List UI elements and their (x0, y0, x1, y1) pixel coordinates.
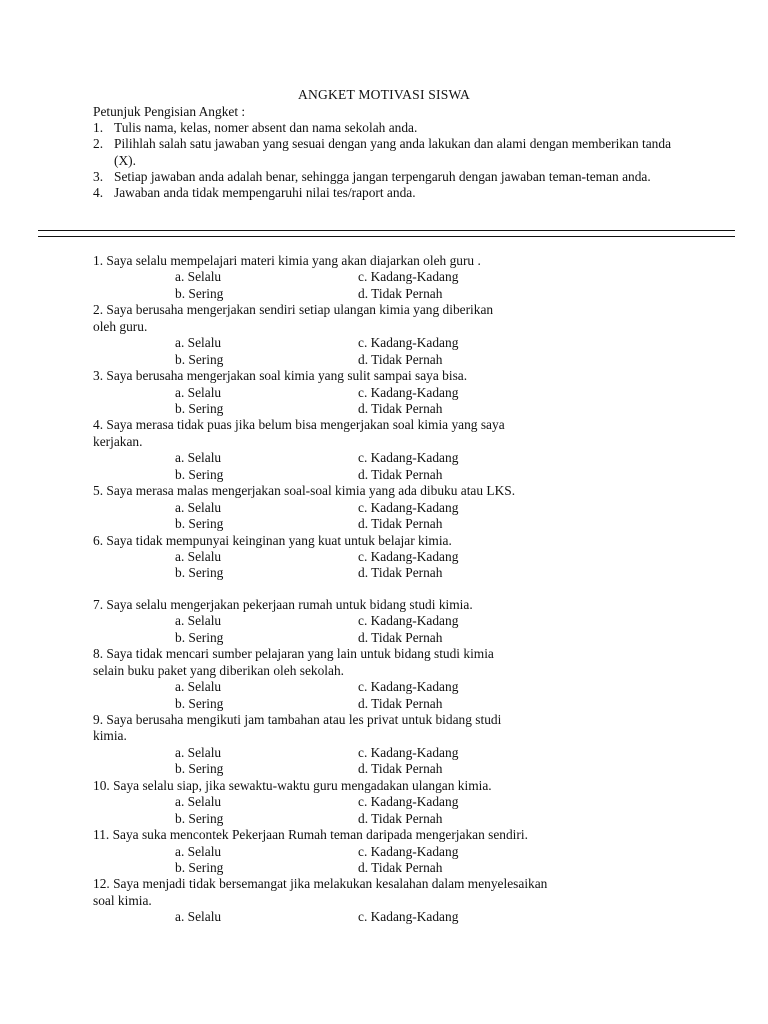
option-d: d. Tidak Pernah (358, 401, 443, 416)
option-b: b. Sering (175, 761, 224, 777)
option-a: a. Selalu (175, 843, 222, 859)
instruction-item (93, 185, 693, 201)
option-a: a. Selalu (175, 794, 222, 810)
option-row (93, 516, 713, 532)
option-c: c. Kadang-Kadang (358, 269, 459, 285)
question-text: 12. Saya menjadi tidak bersemangat jika melakukan kesalahan dalam menyelesaikan soal kimia. (93, 876, 548, 908)
option-row (93, 335, 713, 351)
option-row (93, 909, 713, 925)
question-item (93, 483, 713, 532)
option-a: a. Selalu (175, 679, 222, 695)
instruction-item (93, 120, 693, 136)
option-a: a. Selalu (175, 450, 222, 466)
option-a: a. Selalu (175, 909, 222, 925)
question-text: 6. Saya tidak mempunyai keinginan yang kuat untuk belajar kimia. (93, 532, 452, 548)
option-c: c. Kadang-Kadang (358, 613, 459, 629)
option-row (93, 286, 713, 302)
option-a: a. Selalu (175, 269, 222, 285)
question-item (93, 533, 713, 582)
option-b: b. Sering (175, 466, 224, 482)
option-c: c. Kadang-Kadang (358, 384, 459, 400)
option-d: d. Tidak Pernah (358, 629, 443, 645)
option-d: d. Tidak Pernah (358, 695, 443, 711)
question-item (93, 712, 713, 778)
option-b: b. Sering (175, 810, 224, 826)
instruction-text: Setiap jawaban anda adalah benar, sehingga jangan terpengaruh dengan jawaban teman-teman anda. (114, 168, 651, 184)
question-item (93, 253, 713, 302)
instructions-block (93, 104, 693, 201)
instructions-heading: Petunjuk Pengisian Angket : (93, 104, 246, 119)
question-item (93, 417, 713, 483)
instruction-item (93, 169, 693, 185)
instruction-number: 2. (93, 136, 104, 152)
question-text: 8. Saya tidak mencari sumber pelajaran yang lain untuk bidang studi kimia selain buku paket yang diberikan oleh sekolah. (93, 646, 494, 678)
option-row (93, 450, 713, 466)
option-b: b. Sering (175, 516, 224, 532)
question-item (93, 368, 713, 417)
option-row (93, 385, 713, 401)
option-a: a. Selalu (175, 613, 222, 629)
option-c: c. Kadang-Kadang (358, 450, 459, 466)
option-b: b. Sering (175, 401, 224, 416)
instruction-text: Jawaban anda tidak mempengaruhi nilai tes/raport anda. (114, 185, 416, 201)
option-a: a. Selalu (175, 499, 222, 515)
option-c: c. Kadang-Kadang (358, 909, 459, 925)
option-d: d. Tidak Pernah (358, 285, 443, 301)
question-text: 4. Saya merasa tidak puas jika belum bisa mengerjakan soal kimia yang saya kerjakan. (93, 417, 505, 449)
section-gap (93, 582, 713, 597)
option-a: a. Selalu (175, 335, 222, 351)
option-row (93, 467, 713, 483)
question-text: 10. Saya selalu siap, jika sewaktu-waktu guru mengadakan ulangan kimia. (93, 777, 492, 793)
option-row (93, 696, 713, 712)
option-d: d. Tidak Pernah (358, 516, 443, 532)
question-list (93, 253, 713, 926)
option-c: c. Kadang-Kadang (358, 679, 459, 695)
question-item (93, 302, 713, 368)
divider-top (38, 230, 735, 231)
page-title: ANGKET MOTIVASI SISWA (297, 87, 471, 102)
instruction-number: 4. (93, 185, 104, 201)
option-d: d. Tidak Pernah (358, 565, 443, 581)
question-text: 2. Saya berusaha mengerjakan sendiri setiap ulangan kimia yang diberikan oleh guru. (93, 302, 494, 334)
question-item (93, 827, 713, 876)
option-row (93, 761, 713, 777)
question-item (93, 876, 713, 925)
option-c: c. Kadang-Kadang (358, 744, 459, 760)
option-row (93, 679, 713, 695)
option-d: d. Tidak Pernah (358, 761, 443, 777)
option-a: a. Selalu (175, 384, 222, 400)
option-row (93, 401, 713, 417)
instruction-item (93, 136, 693, 168)
option-row (93, 565, 713, 581)
option-c: c. Kadang-Kadang (358, 843, 459, 859)
option-row (93, 500, 713, 516)
instruction-text: Tulis nama, kelas, nomer absent dan nama sekolah anda. (114, 120, 418, 136)
option-row (93, 745, 713, 761)
question-item (93, 778, 713, 827)
option-b: b. Sering (175, 695, 224, 711)
option-c: c. Kadang-Kadang (358, 794, 459, 810)
option-row (93, 269, 713, 285)
option-b: b. Sering (175, 859, 224, 875)
option-b: b. Sering (175, 285, 224, 301)
question-text: 11. Saya suka mencontek Pekerjaan Rumah teman daripada mengerjakan sendiri. (93, 827, 528, 843)
instruction-number: 3. (93, 168, 104, 184)
option-d: d. Tidak Pernah (358, 859, 443, 875)
option-row (93, 860, 713, 876)
option-c: c. Kadang-Kadang (358, 499, 459, 515)
option-row (93, 630, 713, 646)
question-item (93, 597, 713, 646)
option-row (93, 549, 713, 565)
divider-bottom (38, 236, 735, 237)
option-b: b. Sering (175, 565, 224, 581)
question-text: 3. Saya berusaha mengerjakan soal kimia yang sulit sampai saya bisa. (93, 368, 468, 384)
option-row (93, 811, 713, 827)
option-a: a. Selalu (175, 744, 222, 760)
option-row (93, 613, 713, 629)
option-a: a. Selalu (175, 549, 222, 564)
option-d: d. Tidak Pernah (358, 351, 443, 367)
question-text: 5. Saya merasa malas mengerjakan soal-soal kimia yang ada dibuku atau LKS. (93, 483, 516, 499)
option-row (93, 794, 713, 810)
question-item (93, 646, 713, 712)
option-b: b. Sering (175, 629, 224, 645)
option-c: c. Kadang-Kadang (358, 549, 459, 564)
instruction-number: 1. (93, 120, 104, 136)
option-b: b. Sering (175, 351, 224, 367)
option-row (93, 352, 713, 368)
question-text: 1. Saya selalu mempelajari materi kimia yang akan diajarkan oleh guru . (93, 253, 481, 268)
option-d: d. Tidak Pernah (358, 466, 443, 482)
option-row (93, 844, 713, 860)
option-c: c. Kadang-Kadang (358, 335, 459, 351)
instruction-text: Pilihlah salah satu jawaban yang sesuai dengan yang anda lakukan dan alami dengan memberikan tanda (X). (114, 136, 672, 168)
option-d: d. Tidak Pernah (358, 810, 443, 826)
question-text: 9. Saya berusaha mengikuti jam tambahan atau les privat untuk bidang studi kimia. (93, 711, 502, 744)
question-text: 7. Saya selalu mengerjakan pekerjaan rumah untuk bidang studi kimia. (93, 596, 473, 612)
